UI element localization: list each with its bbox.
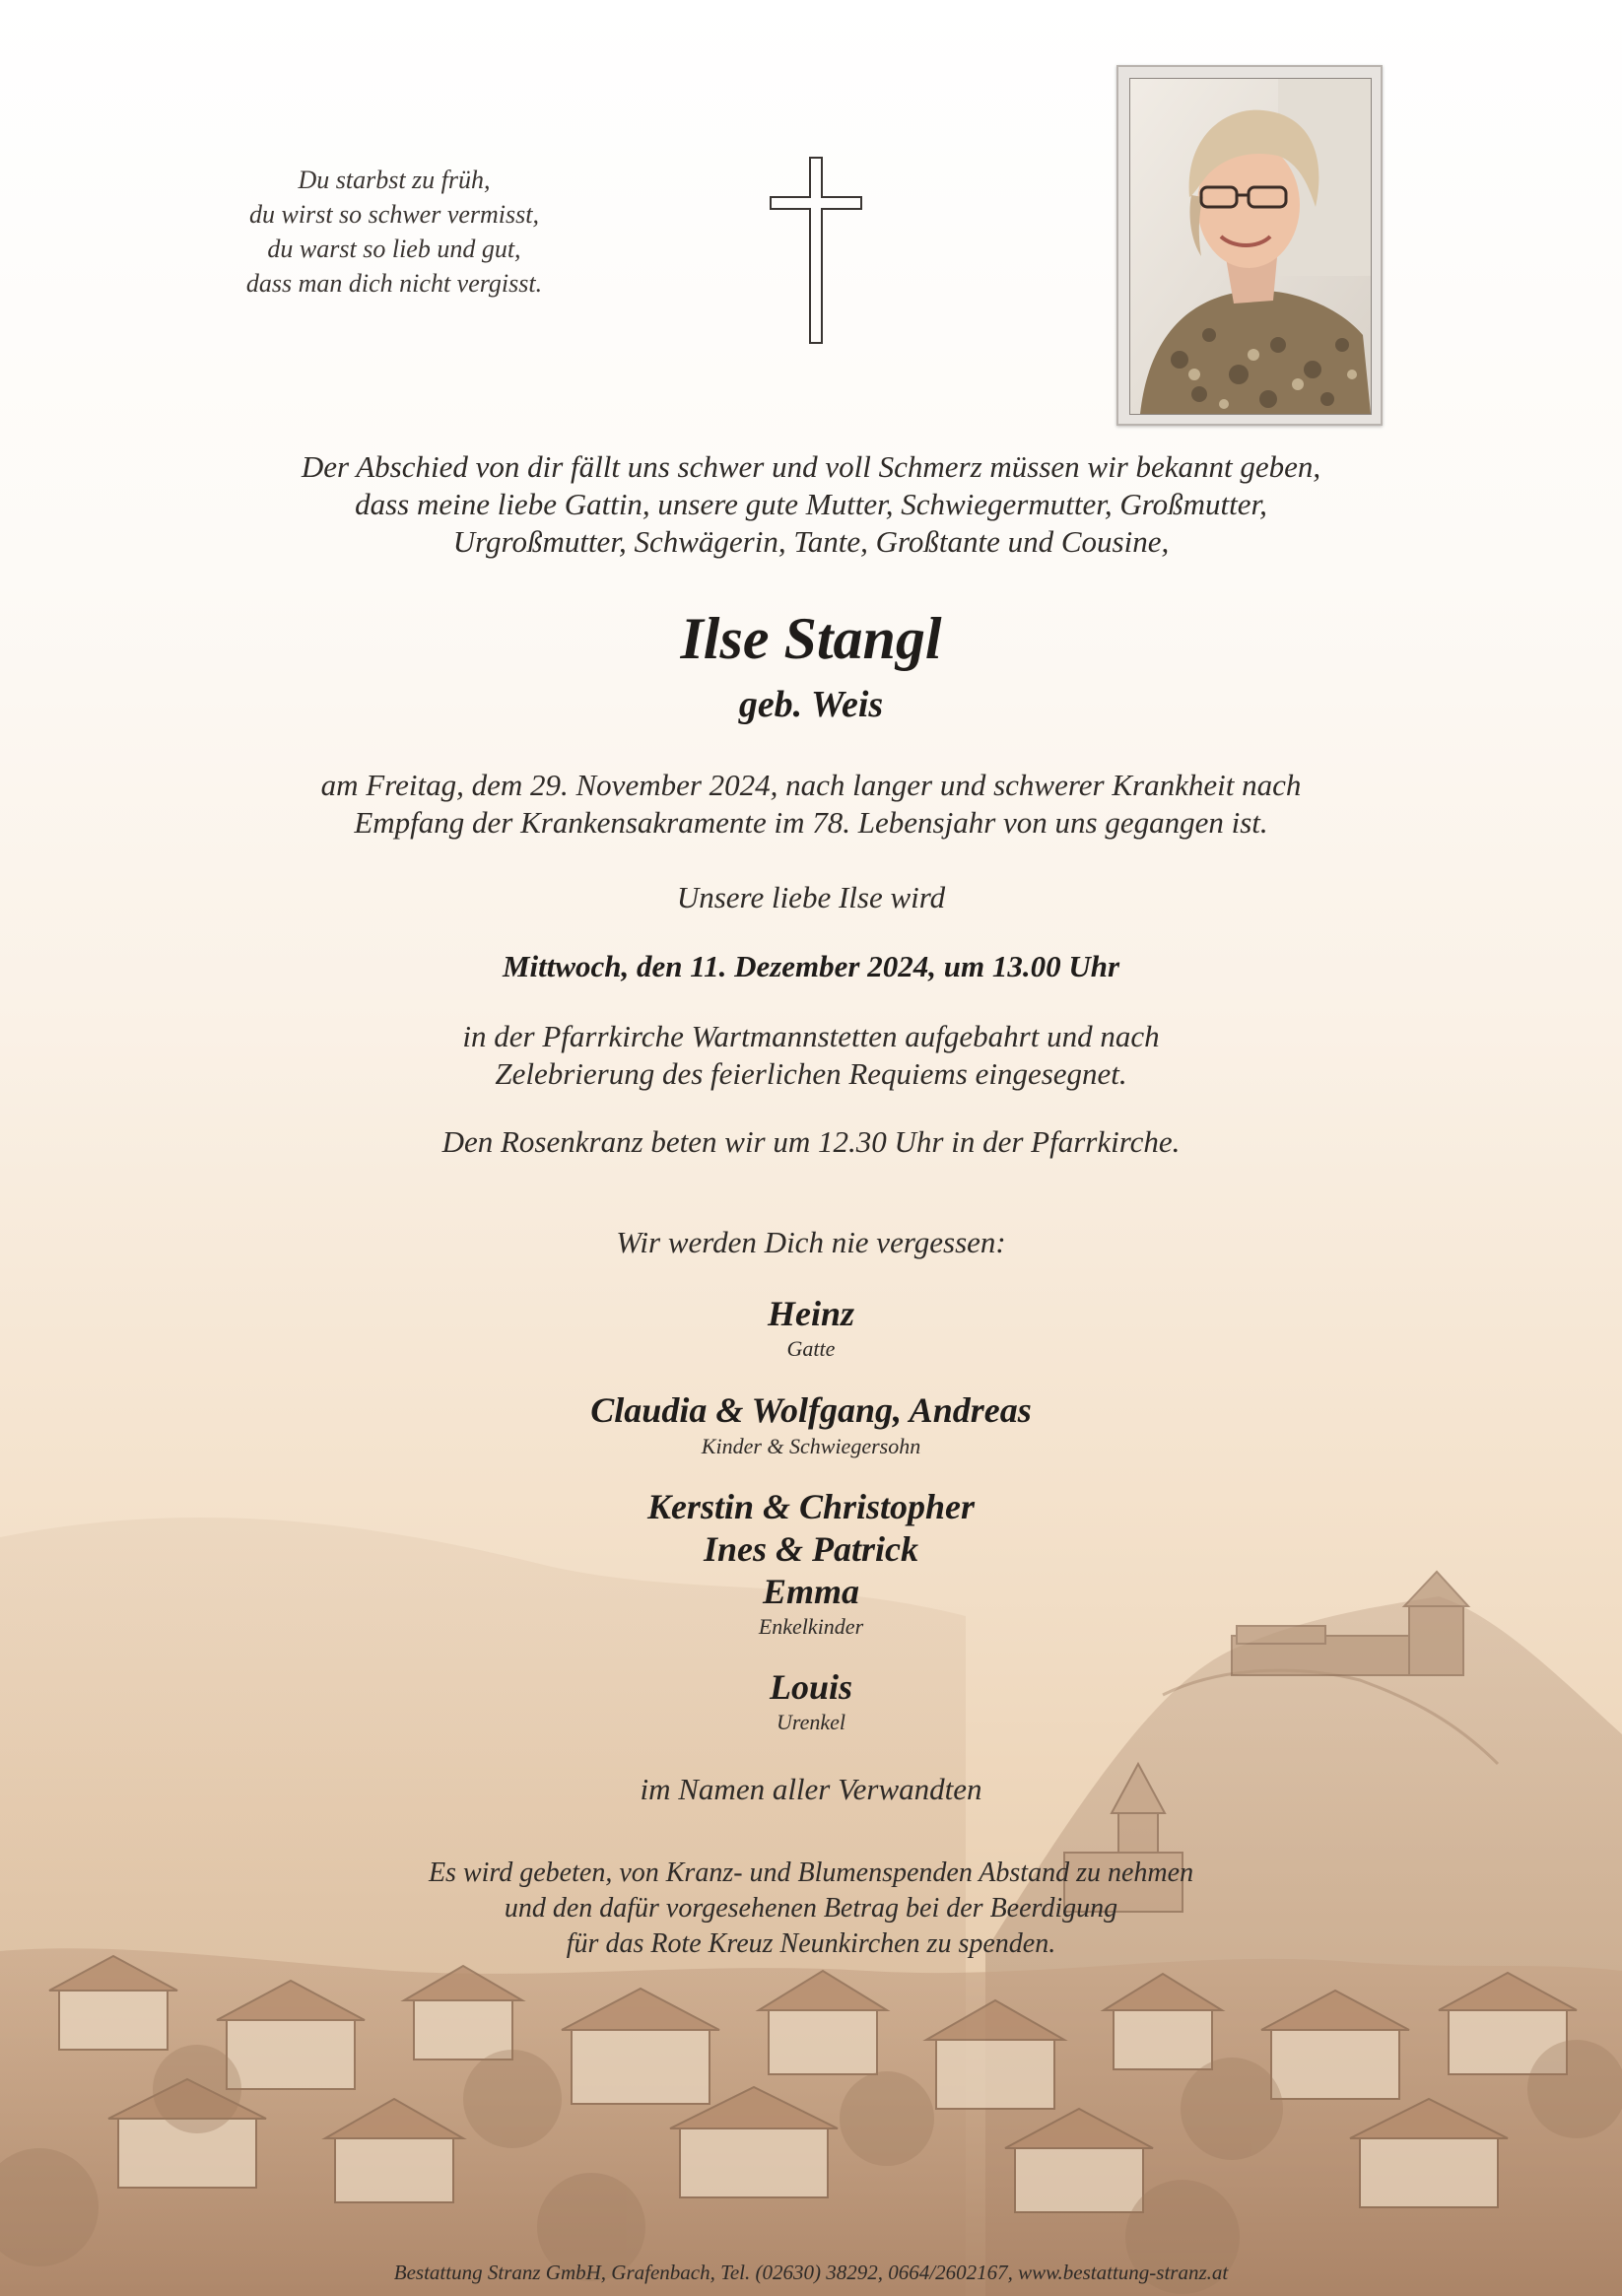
mourner-relation: Enkelkinder: [758, 1614, 864, 1639]
death-notice-line: am Freitag, dem 29. November 2024, nach langer und schwerer Krankheit nach: [320, 768, 1302, 802]
funeral-home-footer: Bestattung Stranz GmbH, Grafenbach, Tel. (02630) 38292, 0664/2602167, www.bestattung-stranz.at: [393, 2261, 1229, 2284]
donation-line: Es wird gebeten, von Kranz- und Blumenspenden Abstand zu nehmen: [428, 1857, 1194, 1888]
announcement-text: [0, 448, 1622, 561]
funeral-date-time: Mittwoch, den 11. Dezember 2024, um 13.00 Uhr: [502, 949, 1120, 983]
donation-request: [0, 1856, 1622, 1962]
mourner-name: Claudia & Wolfgang, Andreas: [590, 1390, 1032, 1430]
mourner-name: Heinz: [767, 1294, 854, 1333]
poem-line: Du starbst zu früh,: [298, 166, 491, 194]
portrait-photo: [1129, 78, 1372, 415]
mourner-relation: Kinder & Schwiegersohn: [701, 1434, 921, 1458]
mourner-name: Kerstin & Christopher: [646, 1487, 976, 1526]
deceased-birth-name: geb. Weis: [738, 684, 884, 725]
donation-line: und den dafür vorgesehenen Betrag bei der Beerdigung: [504, 1893, 1118, 1924]
portrait-photo-frame: [1116, 65, 1383, 426]
mourner-relation: Gatte: [786, 1336, 836, 1361]
rosary-note: Den Rosenkranz beten wir um 12.30 Uhr in der Pfarrkirche.: [441, 1124, 1181, 1159]
cross-icon: [767, 156, 865, 345]
mourner-relation: Urenkel: [776, 1710, 846, 1734]
mourners-closing: im Namen aller Verwandten: [640, 1772, 982, 1806]
donation-line: für das Rote Kreuz Neunkirchen zu spenden.: [566, 1928, 1056, 1959]
mourners-intro: Wir werden Dich nie vergessen:: [616, 1225, 1006, 1259]
memorial-poem: [177, 163, 611, 301]
deceased-name: Ilse Stangl: [680, 606, 942, 671]
announcement-line: Der Abschied von dir fällt uns schwer und voll Schmerz müssen wir bekannt geben,: [301, 449, 1321, 484]
announcement-line: Urgroßmutter, Schwägerin, Tante, Großtante und Cousine,: [452, 524, 1170, 559]
death-notice-line: Empfang der Krankensakramente im 78. Lebensjahr von uns gegangen ist.: [354, 805, 1268, 840]
poem-line: dass man dich nicht vergisst.: [245, 269, 543, 298]
funeral-location: [0, 1018, 1622, 1093]
mourner-name: Emma: [762, 1572, 859, 1611]
funeral-location-line: in der Pfarrkirche Wartmannstetten aufgebahrt und nach: [462, 1019, 1160, 1053]
mourner-name: Louis: [769, 1667, 853, 1707]
death-notice: [0, 767, 1622, 842]
funeral-intro: Unsere liebe Ilse wird: [676, 880, 946, 914]
poem-line: du warst so lieb und gut,: [267, 235, 521, 263]
announcement-line: dass meine liebe Gattin, unsere gute Mutter, Schwiegermutter, Großmutter,: [355, 487, 1267, 521]
funeral-location-line: Zelebrierung des feierlichen Requiems eingesegnet.: [495, 1056, 1127, 1091]
mourner-name: Ines & Patrick: [703, 1529, 918, 1569]
poem-line: du wirst so schwer vermisst,: [249, 200, 539, 229]
